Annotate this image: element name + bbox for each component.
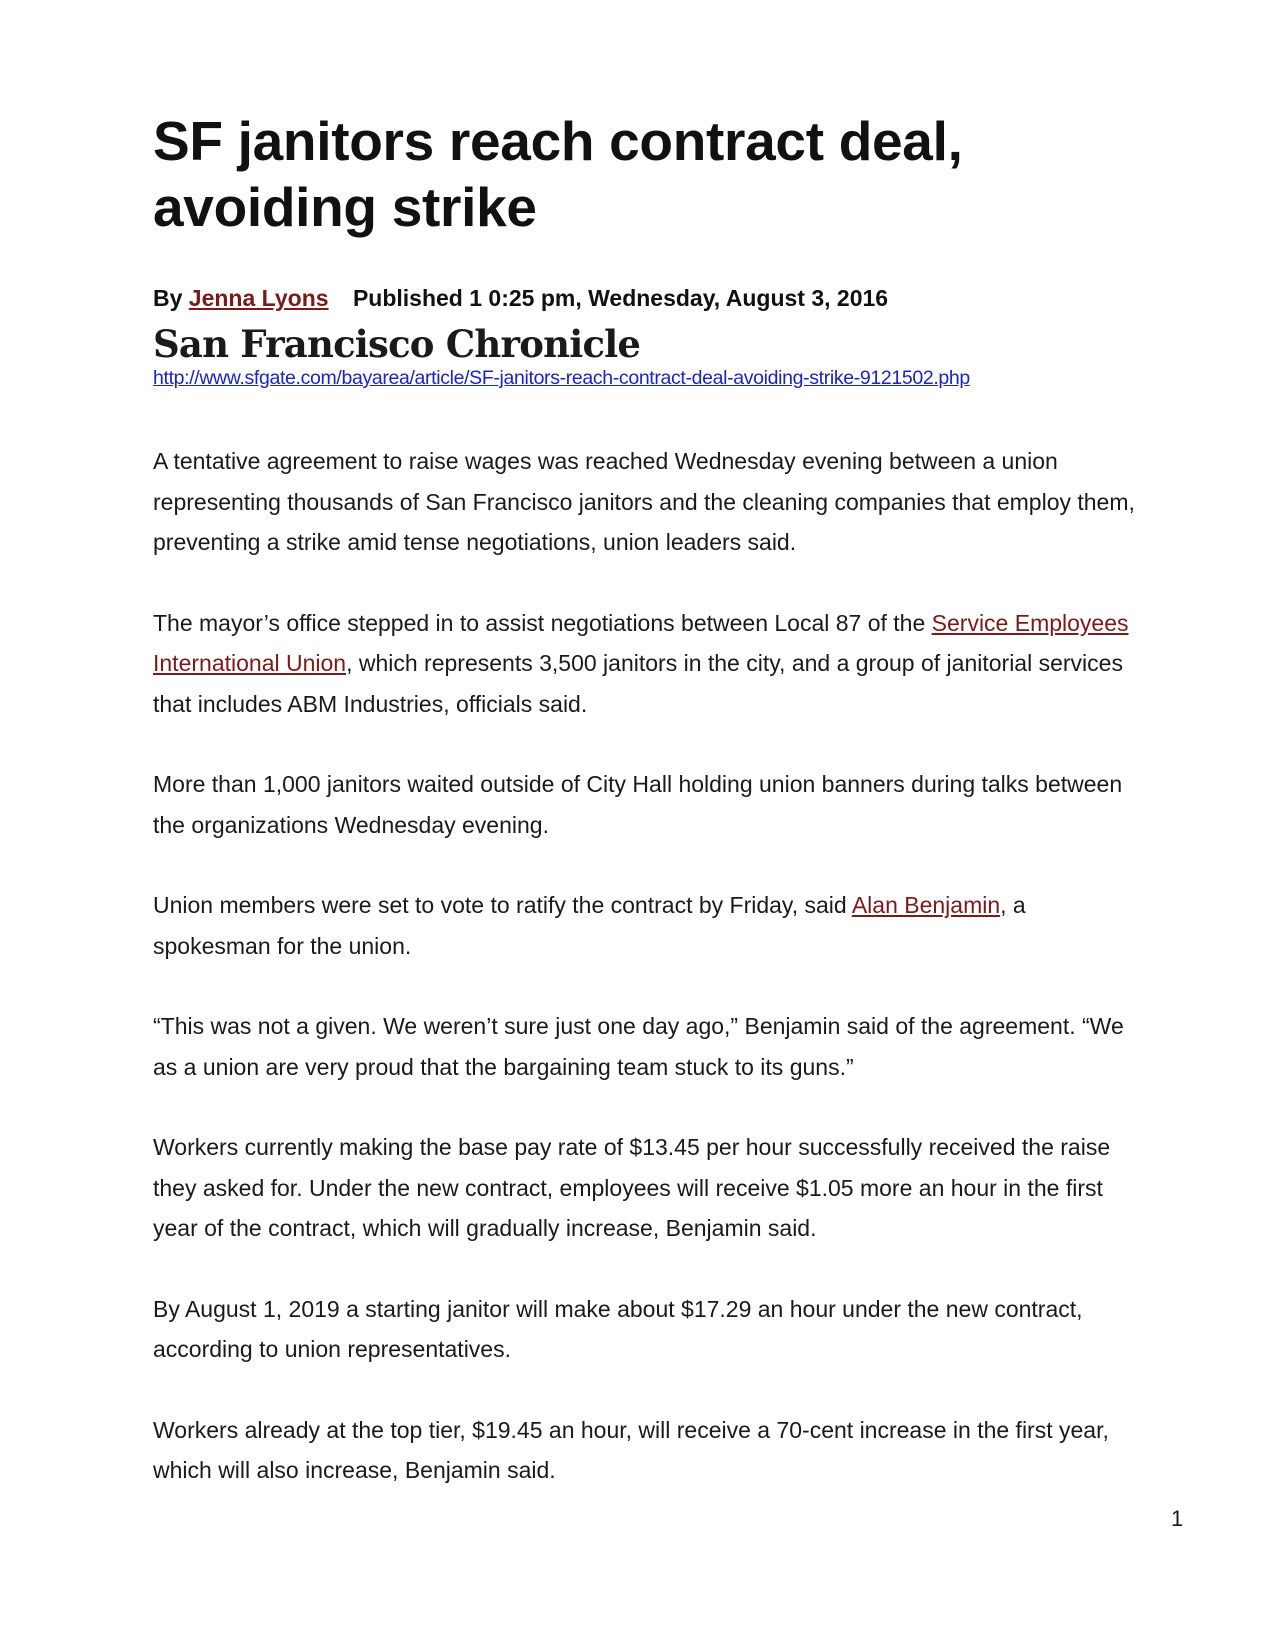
- publication-logo: San Francisco Chronicle: [153, 322, 641, 366]
- alan-benjamin-link[interactable]: Alan Benjamin: [851, 892, 1001, 918]
- paragraph-text: , which represents 3,500 janitors in the city, and a group of janitorial services that includes ABM Industries, officials said.: [153, 650, 1123, 717]
- byline-prefix: By: [153, 285, 183, 311]
- published-date: Published 1 0:25 pm, Wednesday, August 3, 2016: [352, 285, 889, 311]
- paragraph-text: , a spokesman for the union.: [153, 892, 1026, 959]
- paragraph: More than 1,000 janitors waited outside of City Hall holding union banners during talks between the organizations Wednesday evening.: [153, 771, 1123, 838]
- paragraph-text: The mayor’s office stepped in to assist negotiations between Local 87 of the: [153, 609, 932, 636]
- seiu-link[interactable]: Service Employees International Union: [153, 609, 1129, 676]
- article-headline: SF janitors reach contract deal, avoiding strike: [153, 110, 963, 238]
- byline: [153, 284, 1143, 312]
- paragraph: By August 1, 2019 a starting janitor will make about $17.29 an hour under the new contract, according to union representatives.: [153, 1295, 1083, 1362]
- paragraph: “This was not a given. We weren’t sure just one day ago,” Benjamin said of the agreement. “We as a union are very proud that the bargaining team stuck to its guns.”: [153, 1013, 1124, 1080]
- paragraph: [153, 885, 1143, 966]
- paragraph: Workers currently making the base pay rate of $13.45 per hour successfully received the raise they asked for. Under the new contract, employees will receive $1.05 more an hour in the first year of the contract, which will gradually increase, Benjamin said.: [153, 1134, 1111, 1241]
- article-content: [153, 108, 1143, 1531]
- source-url-link[interactable]: http://www.sfgate.com/bayarea/article/SF-janitors-reach-contract-deal-avoiding-strike-9121502.php: [153, 367, 970, 389]
- paragraph-text: Union members were set to vote to ratify the contract by Friday, said: [153, 892, 852, 918]
- page-number: 1: [1171, 1506, 1184, 1531]
- article-body: [153, 441, 1143, 1491]
- paragraph: A tentative agreement to raise wages was reached Wednesday evening between a union representing thousands of San Francisco janitors and the cleaning companies that employ them, preventing a strike amid tense negotiations, union leaders said.: [153, 448, 1135, 555]
- paragraph: Workers already at the top tier, $19.45 an hour, will receive a 70-cent increase in the first year, which will also increase, Benjamin said.: [153, 1416, 1109, 1483]
- author-link[interactable]: Jenna Lyons: [188, 285, 329, 311]
- paragraph: [153, 603, 1143, 725]
